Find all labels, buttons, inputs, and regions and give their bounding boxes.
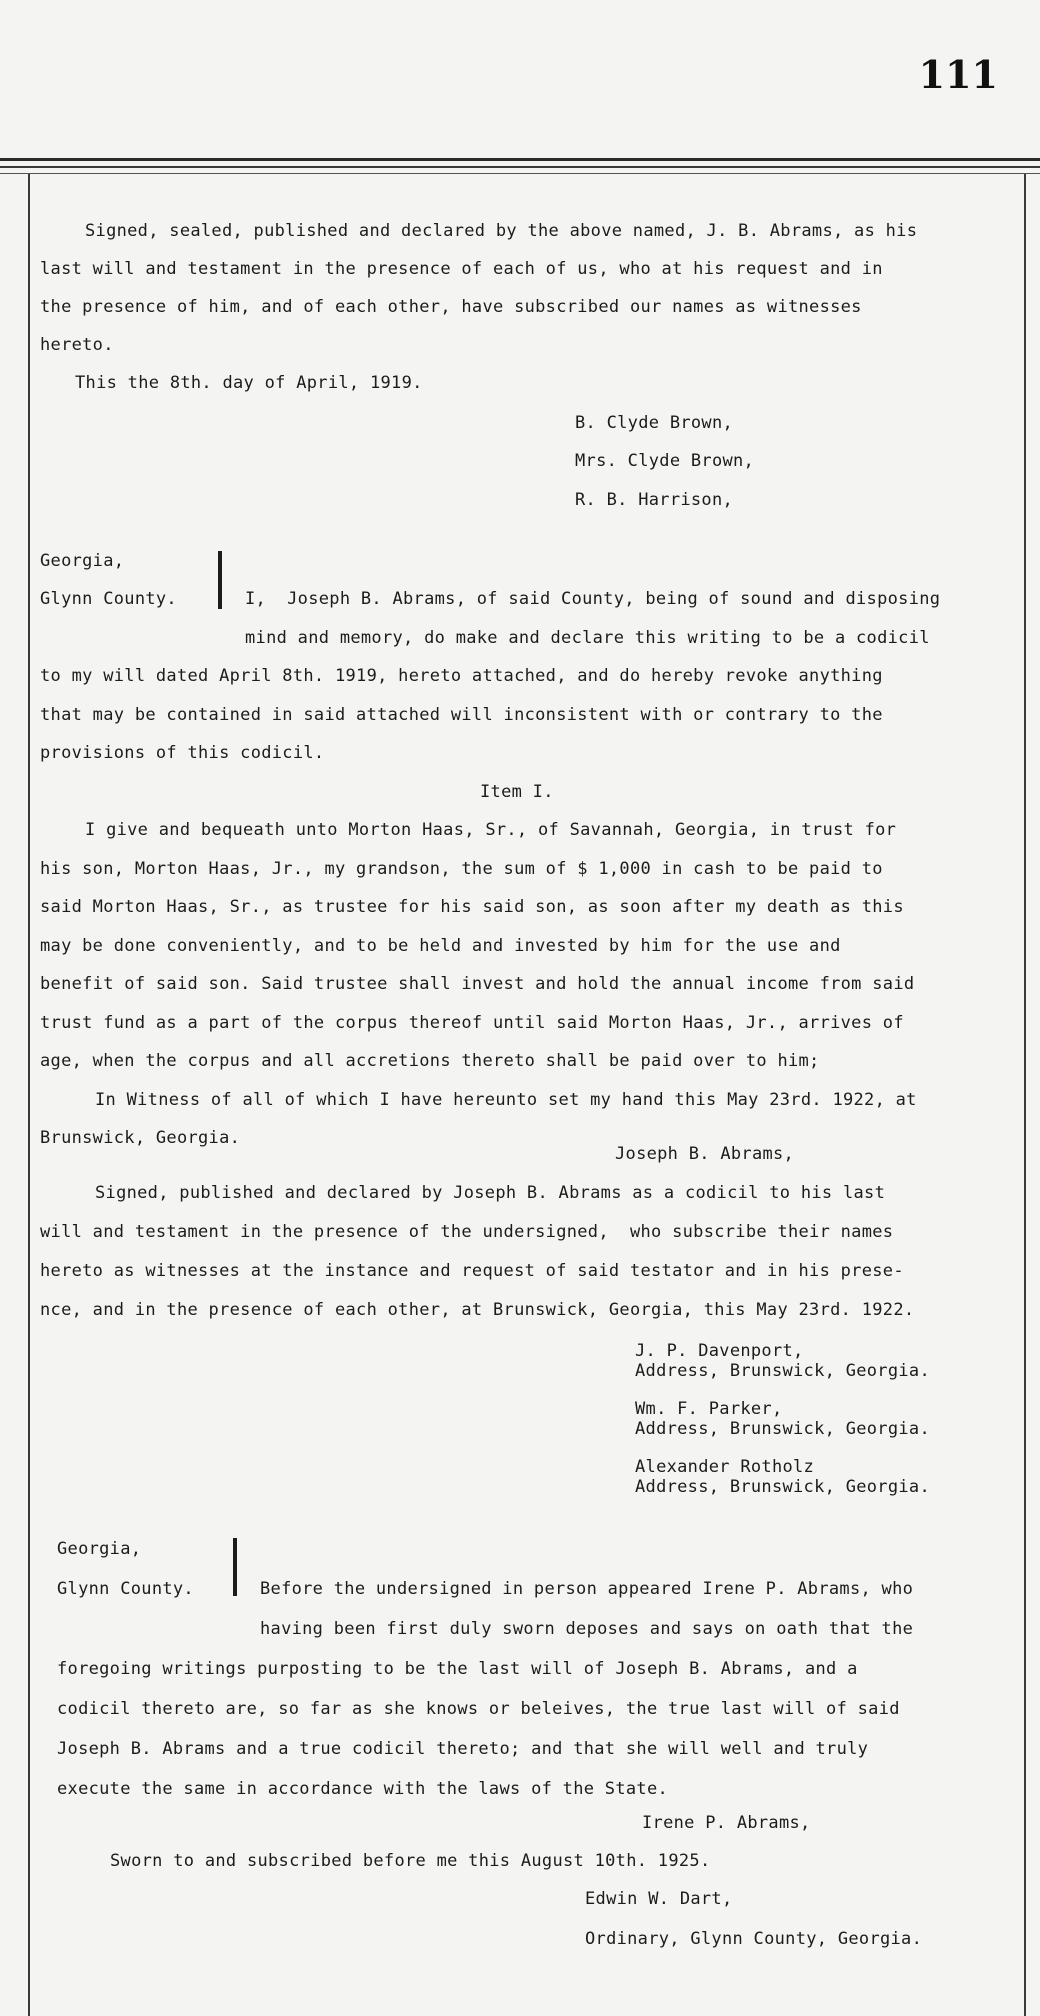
page-number: 111	[918, 52, 998, 97]
witness-name: R. B. Harrison,	[575, 490, 734, 510]
text-line: mind and memory, do make and declare this writing to be a codicil	[245, 628, 930, 648]
witness-name: Mrs. Clyde Brown,	[575, 451, 755, 471]
venue-county: Glynn County.	[57, 1579, 194, 1599]
header-rule	[0, 166, 1040, 168]
text-line: that may be contained in said attached will inconsistent with or contrary to the	[40, 705, 883, 725]
text-line: I, Joseph B. Abrams, of said County, being of sound and disposing	[245, 589, 941, 609]
witness-name: B. Clyde Brown,	[575, 413, 734, 433]
text-line: benefit of said son. Said trustee shall invest and hold the annual income from said	[40, 974, 915, 994]
text-line: I give and bequeath unto Morton Haas, Sr., of Savannah, Georgia, in trust for	[85, 820, 897, 840]
text-line: to my will dated April 8th. 1919, hereto attached, and do hereby revoke anything	[40, 666, 883, 686]
text-line: age, when the corpus and all accretions thereto shall be paid over to him;	[40, 1051, 820, 1071]
venue-brace	[233, 1538, 237, 1596]
date-line: This the 8th. day of April, 1919.	[75, 373, 423, 393]
left-margin-rule	[28, 174, 30, 2016]
text-line: said Morton Haas, Sr., as trustee for his said son, as soon after my death as this	[40, 897, 904, 917]
witness-address: Address, Brunswick, Georgia.	[635, 1477, 930, 1497]
text-line: last will and testament in the presence of each of us, who at his request and in	[40, 259, 883, 279]
text-line: provisions of this codicil.	[40, 743, 325, 763]
witness-name: Alexander Rotholz	[635, 1457, 815, 1477]
text-line: trust fund as a part of the corpus thereof until said Morton Haas, Jr., arrives of	[40, 1013, 904, 1033]
officer-name: Edwin W. Dart,	[585, 1889, 733, 1909]
text-line: having been first duly sworn deposes and says on oath that the	[260, 1619, 914, 1639]
witness-address: Address, Brunswick, Georgia.	[635, 1419, 930, 1439]
text-line: execute the same in accordance with the laws of the State.	[57, 1779, 669, 1799]
text-line: Brunswick, Georgia.	[40, 1128, 241, 1148]
officer-title: Ordinary, Glynn County, Georgia.	[585, 1929, 923, 1949]
venue-state: Georgia,	[40, 551, 125, 571]
text-line: Joseph B. Abrams and a true codicil thereto; and that she will well and truly	[57, 1739, 869, 1759]
item-heading: Item I.	[480, 782, 554, 802]
text-line: Signed, published and declared by Joseph B. Abrams as a codicil to his last	[95, 1183, 886, 1203]
text-line: his son, Morton Haas, Jr., my grandson, the sum of $ 1,000 in cash to be paid to	[40, 859, 883, 879]
venue-state: Georgia,	[57, 1539, 142, 1559]
testator-signature: Joseph B. Abrams,	[615, 1144, 795, 1164]
text-line: foregoing writings purposting to be the last will of Joseph B. Abrams, and a	[57, 1659, 858, 1679]
header-rule	[0, 173, 1040, 174]
text-line: will and testament in the presence of the undersigned, who subscribe their names	[40, 1222, 894, 1242]
text-line: Signed, sealed, published and declared by the above named, J. B. Abrams, as his	[85, 221, 918, 241]
text-line: nce, and in the presence of each other, at Brunswick, Georgia, this May 23rd. 1922.	[40, 1300, 915, 1320]
text-line: may be done conveniently, and to be held and invested by him for the use and	[40, 936, 841, 956]
text-line: the presence of him, and of each other, have subscribed our names as witnesses	[40, 297, 862, 317]
text-line: hereto.	[40, 335, 114, 355]
witness-name: Wm. F. Parker,	[635, 1399, 783, 1419]
venue-county: Glynn County.	[40, 589, 177, 609]
text-line: In Witness of all of which I have hereunto set my hand this May 23rd. 1922, at	[95, 1090, 917, 1110]
header-rule	[0, 158, 1040, 161]
text-line: Before the undersigned in person appeared Irene P. Abrams, who	[260, 1579, 914, 1599]
sworn-line: Sworn to and subscribed before me this August 10th. 1925.	[110, 1851, 711, 1871]
right-margin-rule	[1024, 174, 1026, 2016]
text-line: codicil thereto are, so far as she knows or beleives, the true last will of said	[57, 1699, 900, 1719]
text-line: hereto as witnesses at the instance and request of said testator and in his prese-	[40, 1261, 904, 1281]
witness-address: Address, Brunswick, Georgia.	[635, 1361, 930, 1381]
affiant-signature: Irene P. Abrams,	[642, 1813, 811, 1833]
witness-name: J. P. Davenport,	[635, 1341, 804, 1361]
venue-brace	[218, 551, 222, 609]
